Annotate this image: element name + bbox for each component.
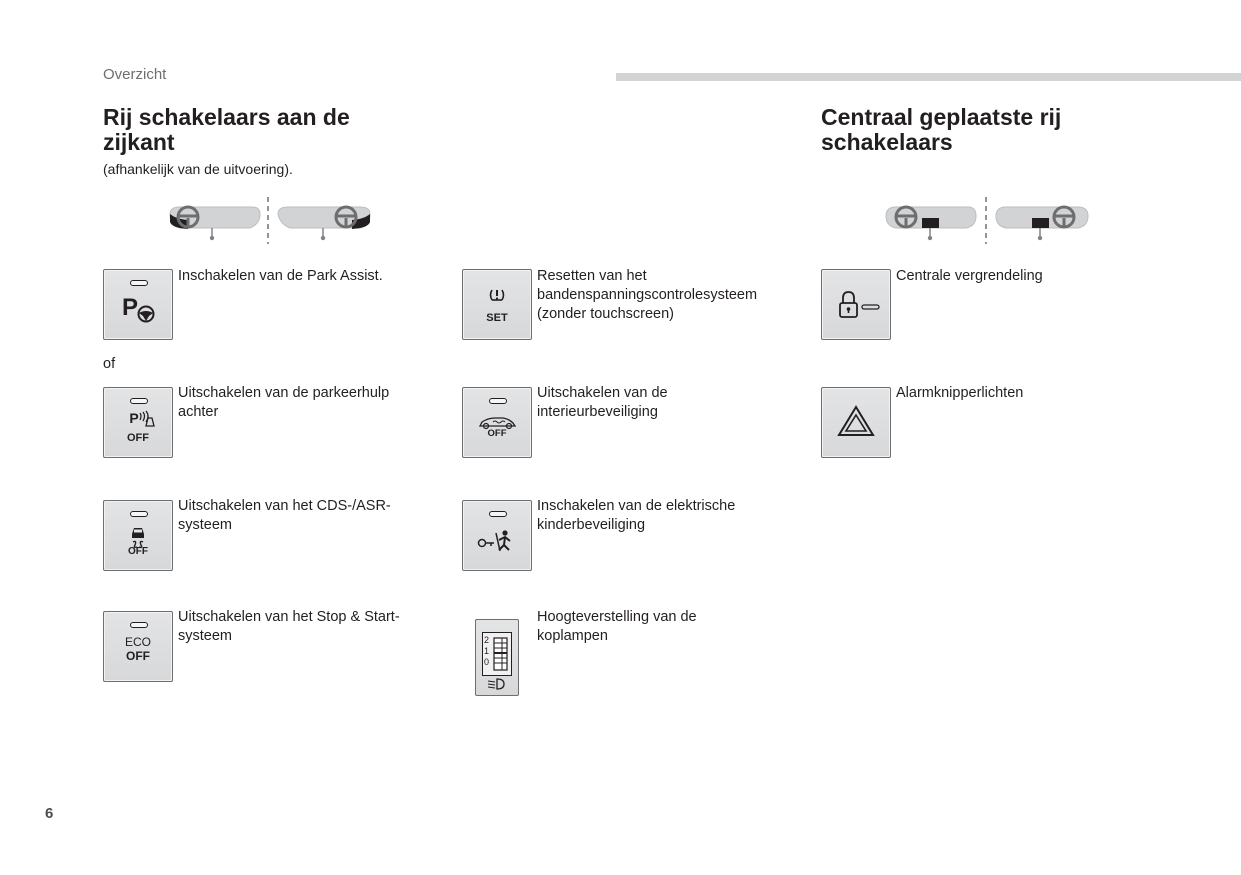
park-assist-description: [178, 267, 383, 286]
left-section-title: [103, 105, 350, 155]
parking-aid-p-glyph: P: [129, 410, 139, 426]
right-section-title: [821, 105, 1061, 155]
headlamp-height-description: [537, 608, 697, 646]
interior-protection-description: [537, 384, 668, 422]
tire-pressure-icon: [463, 270, 531, 339]
off-label: OFF: [487, 428, 507, 439]
interior-protection-text-line1: Uitschakelen van de: [537, 385, 668, 401]
headlamp-height-control[interactable]: [475, 619, 519, 696]
headlamp-text-line1: Hoogteverstelling van de: [537, 609, 697, 625]
child-lock-text-line1: Inschakelen van de elektrische: [537, 498, 736, 514]
off-label: OFF: [128, 546, 148, 557]
hazard-lights-button[interactable]: [821, 387, 891, 458]
dashboard-side-diagram: [166, 196, 376, 246]
stability-control-icon: [104, 501, 172, 570]
header-bar: [616, 73, 1241, 81]
lock-icon: [822, 270, 890, 339]
off-label: OFF: [126, 649, 150, 663]
steering-wheel-icon: [104, 270, 172, 339]
off-label: OFF: [127, 432, 149, 444]
section-label: Overzicht: [103, 66, 167, 83]
cds-asr-off-switch[interactable]: [103, 500, 173, 571]
stop-start-text-line2: systeem: [178, 628, 232, 644]
central-locking-text: Centrale vergrendeling: [896, 268, 1043, 284]
central-locking-description: [896, 267, 1043, 286]
child-lock-description: [537, 497, 735, 535]
scale-0: 0: [484, 657, 490, 667]
set-label: SET: [486, 312, 508, 324]
interior-protection-text-line2: interieurbeveiliging: [537, 404, 658, 420]
or-text: of: [103, 356, 116, 372]
left-title-line1: Rij schakelaars aan de: [103, 104, 350, 130]
child-lock-switch[interactable]: [462, 500, 532, 571]
left-section-subtitle: (afhankelijk van de uitvoering).: [103, 161, 293, 177]
cds-asr-text-line2: systeem: [178, 517, 232, 533]
interior-protection-off-switch[interactable]: [462, 387, 532, 458]
parking-aid-text-line1: Uitschakelen van de parkeerhulp: [178, 385, 390, 401]
right-title-line2: schakelaars: [821, 129, 953, 155]
hazard-lights-text: Alarmknipperlichten: [896, 385, 1024, 401]
tpms-text-line3: (zonder touchscreen): [537, 306, 675, 322]
hazard-lights-description: [896, 384, 1023, 403]
park-assist-p-glyph: P: [121, 294, 138, 321]
thumbwheel[interactable]: [493, 637, 509, 671]
tpms-reset-button[interactable]: [462, 269, 532, 340]
eco-label: ECO: [124, 635, 151, 649]
tpms-text-line2: bandenspanningscontrolesysteem: [537, 287, 758, 303]
scale-1: 1: [484, 646, 490, 656]
parking-sensor-icon: [104, 388, 172, 457]
parking-aid-off-switch[interactable]: [103, 387, 173, 458]
left-title-line2: zijkant: [103, 129, 175, 155]
tpms-reset-description: [537, 267, 757, 324]
car-alarm-icon: [463, 388, 531, 457]
park-assist-text: Inschakelen van de Park Assist.: [178, 268, 383, 284]
tpms-text-line1: Resetten van het: [537, 268, 647, 284]
park-assist-switch[interactable]: [103, 269, 173, 340]
indicator-led: [130, 622, 148, 628]
dashboard-central-diagram: [882, 196, 1092, 246]
right-title-line1: Centraal geplaatste rij: [821, 104, 1062, 130]
page-number: 6: [45, 805, 54, 822]
cds-asr-description: [178, 497, 391, 535]
scale-2: 2: [484, 635, 490, 645]
parking-aid-text-line2: achter: [178, 404, 219, 420]
headlamp-icon: [486, 677, 508, 691]
thumbwheel-scale: [484, 635, 489, 668]
parking-aid-description: [178, 384, 389, 422]
stop-start-text-line1: Uitschakelen van het Stop & Start-: [178, 609, 400, 625]
stop-start-description: [178, 608, 400, 646]
cds-asr-text-line1: Uitschakelen van het CDS-/ASR-: [178, 498, 391, 514]
child-lock-icon: [463, 501, 531, 570]
child-lock-text-line2: kinderbeveiliging: [537, 517, 646, 533]
thumbwheel-frame: [482, 632, 512, 676]
hazard-triangle-icon: [822, 388, 890, 457]
headlamp-text-line2: koplampen: [537, 628, 608, 644]
central-locking-button[interactable]: [821, 269, 891, 340]
stop-start-off-switch[interactable]: [103, 611, 173, 682]
